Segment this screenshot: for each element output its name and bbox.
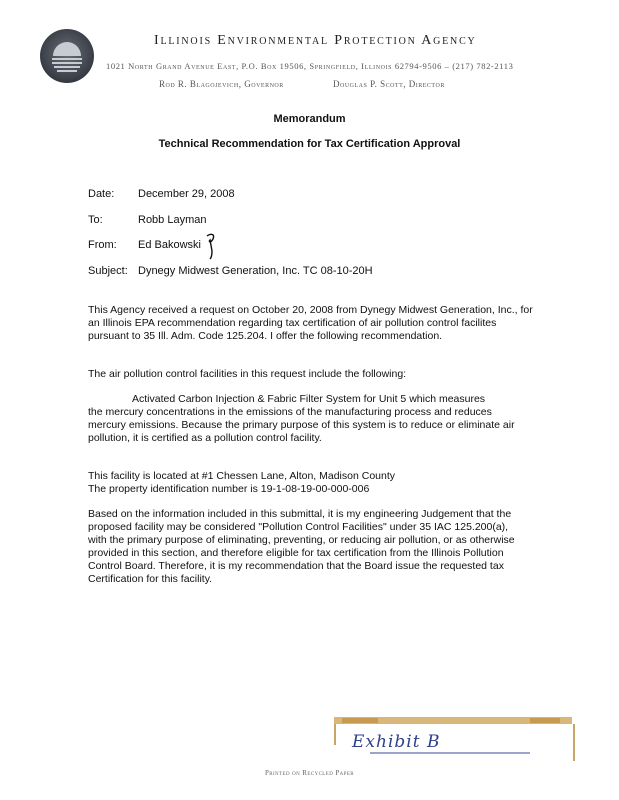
date-label: Date: bbox=[88, 188, 115, 200]
to-label: To: bbox=[88, 214, 103, 226]
from-value: Ed Bakowski bbox=[138, 239, 201, 251]
subject-value: Dynegy Midwest Generation, Inc. TC 08-10-20H bbox=[138, 265, 373, 277]
paragraph-request: This Agency received a request on October 20, 2008 from Dynegy Midwest Generation, Inc., for an Illinois EPA recommendation regarding tax certification of air pollution control facilites pursuant to 35 Ill. Adm. Code 125.204. I offer the following recommendation. bbox=[88, 304, 533, 342]
paragraph-facilities-intro: The air pollution control facilities in this request include the following: bbox=[88, 368, 407, 380]
paragraph-recommendation: Based on the information included in this submittal, it is my engineering Judgement that the proposed facility may be considered "Pollution Control Facilities" under 35 IAC 125.200(a), with the primary purpose of eliminating, preventing, or reducing air pollution, or as otherwise provided in this section, and therefore eligible for tax certification from the Illinois Pollution Control Board. Therefore, it is my recommendation that the Board issue the requested tax Certification for this facility. bbox=[88, 508, 515, 585]
memo-subtitle: Technical Recommendation for Tax Certification Approval bbox=[158, 138, 461, 150]
agency-address: 1021 North Grand Avenue East, P.O. Box 19506, Springfield, Illinois 62794-9506 – (217) 782-2113 bbox=[106, 61, 514, 71]
memo-title: Memorandum bbox=[273, 113, 346, 125]
exhibit-label: Exhibit B bbox=[352, 732, 441, 752]
initials-signature-icon bbox=[204, 231, 218, 261]
recycled-paper-note: Printed on Recycled Paper bbox=[264, 769, 355, 777]
agency-name: Illinois Environmental Protection Agency bbox=[154, 33, 477, 48]
subject-label: Subject: bbox=[88, 265, 128, 277]
agency-seal-icon bbox=[40, 29, 94, 83]
property-id-number: The property identification number is 19-1-08-19-00-000-006 bbox=[88, 483, 370, 495]
facility-description-first-line: Activated Carbon Injection & Fabric Filter System for Unit 5 which measures bbox=[132, 393, 486, 405]
governor-line: Rod R. Blagojevich, Governor bbox=[159, 79, 284, 89]
from-label: From: bbox=[88, 239, 117, 251]
director-line: Douglas P. Scott, Director bbox=[333, 79, 445, 89]
facility-description: the mercury concentrations in the emissions of the manufacturing process and reduces mercury emissions. Because the primary purpose of this system is to reduce or eliminate air pollution, it is certified as a pollution control facility. bbox=[88, 406, 515, 444]
to-value: Robb Layman bbox=[138, 214, 207, 226]
date-value: December 29, 2008 bbox=[138, 188, 235, 200]
facility-location: This facility is located at #1 Chessen Lane, Alton, Madison County bbox=[88, 470, 396, 482]
